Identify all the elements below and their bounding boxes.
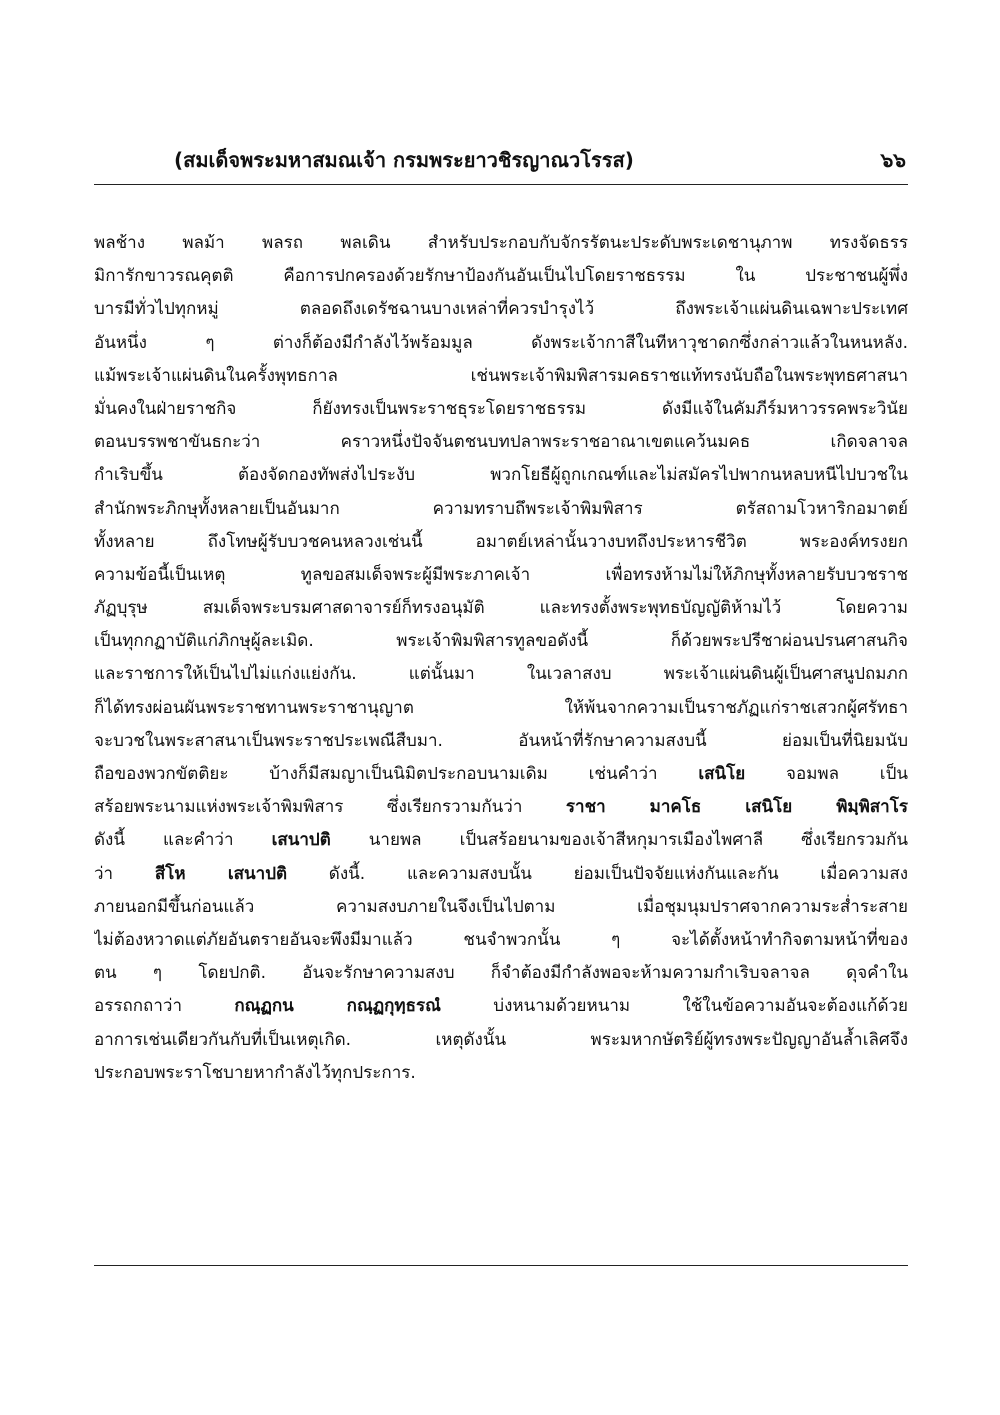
text-line: ตอนบรรพชาขันธกะว่า คราวหนึ่งปัจจันตชนบทปลาพระราชอาณาเขตแคว้นมคธ เกิดจลาจล: [94, 432, 908, 453]
text-run: จอมพล เป็น: [745, 764, 908, 784]
text-run: ถือของพวกขัตติยะ บ้างก็มีสมญาเป็นนิมิตประกอบนามเดิม เช่นคำว่า: [94, 764, 699, 784]
text-line: เป็นทุกกฏาบัติแก่ภิกษุผู้ละเมิด. พระเจ้าพิมพิสารทูลขอดังนี้ ก็ด้วยพระปรีชาผ่อนปรนศาสนกิจ: [94, 631, 908, 652]
text-line: [94, 858, 908, 891]
page-number: ๖๖: [880, 148, 906, 172]
text-run: ดังนี้ และคำว่า: [94, 830, 272, 851]
text-line: กำเริบขึ้น ต้องจัดกองทัพส่งไประงับ พวกโยธีผู้ถูกเกณฑ์และไม่สมัครไปพากนหลบหนีไปบวชใน: [94, 465, 908, 486]
text-line: [94, 791, 908, 824]
text-line: พลช้าง พลม้า พลรถ พลเดิน สำหรับประกอบกับจักรรัตนะประดับพระเดชานุภาพ ทรงจัดธรร: [94, 233, 908, 253]
text-line: มั่นคงในฝ่ายราชกิจ ก็ยังทรงเป็นพระราชธุระโดยราชธรรม ดังมีแจ้ในคัมภีร์มหาวรรคพระวินัย: [94, 398, 908, 419]
text-line: จะบวชในพระสาสนาเป็นพระราชประเพณีสืบมา. อันหน้าที่รักษาความสงบนี้ ย่อมเป็นที่นิยมนับ: [94, 730, 908, 751]
text-line: [94, 824, 908, 857]
text-line: ภัฏบุรุษ สมเด็จพระบรมศาสดาจารย์ก็ทรงอนุมัติ และทรงตั้งพระพุทธบัญญัติห้ามไว้ โดยความ: [94, 598, 908, 619]
pali-term-siho-senapati: สีโห เสนาปติ: [154, 863, 288, 884]
text-run: นายพล เป็นสร้อยนามของเจ้าสีหกุมารเมืองไพศาลี ซึ่งเรียกรวมกัน: [330, 830, 908, 851]
text-line: ก็ได้ทรงผ่อนผันพระราชทานพระราชานุญาต ให้พ้นจากความเป็นราชภัฏแก่ราชเสวกผู้ศรัทธา: [94, 697, 908, 718]
text-line-last: ประกอบพระราโชบายหากำลังไว้ทุกประการ.: [94, 1062, 416, 1083]
running-title: (สมเด็จพระมหาสมณเจ้า กรมพระยาวชิรญาณวโรรส): [174, 148, 634, 172]
pali-term-kantaka: กณฺฏกน กณฺฏกุทฺธรณํ: [234, 996, 441, 1017]
text-run: อรรถกถาว่า: [94, 996, 235, 1017]
text-line: แม้พระเจ้าแผ่นดินในครั้งพุทธกาล เช่นพระเจ้าพิมพิสารมคธราชแท้ทรงนับถือในพระพุทธศาสนา: [94, 365, 908, 386]
text-line: ตน ๆ โดยปกติ. อันจะรักษาความสงบ ก็จำต้องมีกำลังพอจะห้ามความกำเริบจลาจล ดุจคำใน: [94, 963, 908, 984]
page-header: [94, 140, 908, 185]
pali-term-senio: เสนิโย: [698, 764, 746, 784]
text-run: ว่า: [94, 863, 155, 884]
footer-rule: [94, 1265, 908, 1266]
text-line: [94, 758, 908, 791]
text-line: ทั้งหลาย ถึงโทษผู้รับบวชคนหลวงเช่นนี้ อมาตย์เหล่านั้นวางบทถึงประหารชีวิต พระองค์ทรงยก: [94, 531, 908, 552]
text-line: อาการเช่นเดียวกันกับที่เป็นเหตุเกิด. เหตุดังนั้น พระมหากษัตริย์ผู้ทรงพระปัญญาอันล้ำเลิศจึง: [94, 1029, 908, 1050]
text-line: [94, 990, 908, 1023]
text-line: อันหนึ่ง ๆ ต่างก็ต้องมีกำลังไว้พร้อมมูล ดังพระเจ้ากาสีในทีหาวุชาดกซึ่งกล่าวแล้วในหนหลัง.: [94, 332, 908, 353]
text-run: บ่งหนามด้วยหนาม ใช้ในข้อความอันจะต้องแก้ด้วย: [440, 996, 908, 1017]
text-run: ดังนี้. และความสงบนั้น ย่อมเป็นปัจจัยแห่งกันและกัน เมื่อความสง: [287, 863, 908, 884]
text-line: สำนักพระภิกษุทั้งหลายเป็นอันมาก ความทราบถึพระเจ้าพิมพิสาร ตรัสถามโวหาริกอมาตย์: [94, 498, 908, 519]
pali-term-raja-title: ราชา มาคโธ เสนิโย พิมฺพิสาโร: [565, 797, 908, 818]
body-paragraph: [94, 227, 908, 1090]
pali-term-senapati: เสนาปติ: [271, 830, 331, 851]
text-run: สร้อยพระนามแห่งพระเจ้าพิมพิสาร ซึ่งเรียกรวามกันว่า: [94, 797, 566, 818]
text-line: มิการักขาวรณคุตติ คือการปกครองด้วยรักษาป้องกันอันเป็นไปโดยราชธรรม ใน ประชาชนผู้พึ่ง: [94, 266, 908, 287]
text-line: ภายนอกมีขึ้นก่อนแล้ว ความสงบภายในจึงเป็นไปตาม เมื่อชุมนุมปราศจากความระส่ำระสาย: [94, 896, 908, 917]
text-line: บารมีทั่วไปทุกหมู่ ตลอดถึงเดรัชฉานบางเหล่าที่ควรบำรุงไว้ ถึงพระเจ้าแผ่นดินเฉพาะประเทศ: [94, 299, 908, 320]
text-line: ไม่ต้องหวาดแต่ภัยอันตรายอันจะพึงมีมาแล้ว ชนจำพวกนั้น ๆ จะได้ตั้งหน้าทำกิจตามหน้าที่ของ: [94, 929, 908, 950]
text-line: และราชการให้เป็นไปไม่แก่งแย่งกัน. แต่นั้นมา ในเวลาสงบ พระเจ้าแผ่นดินผู้เป็นศาสนูปถมภก: [94, 664, 908, 685]
text-line: ความข้อนี้เป็นเหตุ ทูลขอสมเด็จพระผู้มีพระภาคเจ้า เพื่อทรงห้ามไม่ให้ภิกษุทั้งหลายรับบวชราช: [94, 564, 908, 585]
